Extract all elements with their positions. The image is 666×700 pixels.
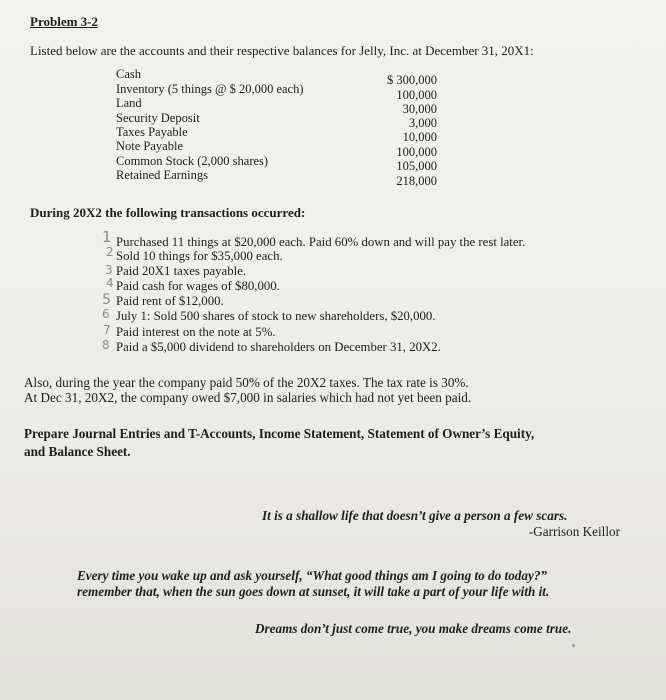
account-value-common-stock: 105,000 (396, 159, 437, 173)
account-name-cash: Cash (116, 67, 141, 81)
transaction-item: Paid cash for wages of $80,000. (116, 279, 280, 293)
quote-every-time-line-2: remember that, when the sun goes down at sunset, it will take a part of your life with it. (77, 584, 550, 599)
handwritten-number: 5 (102, 292, 111, 308)
handwritten-number: 8 (102, 338, 110, 352)
account-name-taxes-payable: Taxes Payable (116, 125, 188, 139)
account-value-inventory: 100,000 (396, 88, 437, 102)
quote-every-time-line-1: Every time you wake up and ask yourself, “What good things am I going to do today?” (77, 568, 548, 583)
account-name-note-payable: Note Payable (116, 139, 183, 153)
account-name-inventory: Inventory (5 things @ $ 20,000 each) (116, 82, 304, 96)
handwritten-number: 7 (103, 323, 111, 337)
transactions-heading: During 20X2 the following transactions occurred: (30, 205, 306, 220)
account-value-taxes-payable: 10,000 (402, 130, 437, 144)
also-text-line-1: Also, during the year the company paid 50% of the 20X2 taxes. The tax rate is 30%. (24, 375, 469, 390)
prepare-instructions-line-2: and Balance Sheet. (24, 444, 131, 459)
quote-author-keillor: -Garrison Keillor (528, 524, 620, 539)
intro-text: Listed below are the accounts and their respective balances for Jelly, Inc. at December 31, 20X1: (30, 43, 534, 58)
account-name-security-deposit: Security Deposit (116, 111, 200, 125)
handwritten-number: 3 (105, 263, 113, 277)
handwritten-number: 4 (106, 276, 114, 290)
transaction-item: Paid interest on the note at 5%. (116, 325, 276, 339)
prepare-instructions-line-1: Prepare Journal Entries and T-Accounts, Income Statement, Statement of Owner’s Equity, (24, 426, 535, 441)
transaction-item: Sold 10 things for $35,000 each. (116, 249, 283, 263)
transaction-item: Paid a $5,000 dividend to shareholders on December 31, 20X2. (116, 340, 441, 354)
handwritten-number: 2 (106, 245, 114, 259)
handwritten-number: 1 (102, 228, 112, 246)
quote-dreams: Dreams don’t just come true, you make dreams come true. (255, 621, 572, 636)
account-name-land: Land (116, 96, 142, 110)
account-value-note-payable: 100,000 (396, 145, 437, 159)
account-value-cash: $ 300,000 (387, 73, 437, 87)
transaction-item: July 1: Sold 500 shares of stock to new shareholders, $20,000. (116, 309, 436, 323)
problem-title: Problem 3-2 (30, 14, 98, 29)
account-value-retained-earnings: 218,000 (396, 174, 437, 188)
account-value-land: 30,000 (402, 102, 437, 116)
quote-shallow-life: It is a shallow life that doesn’t give a person a few scars. (262, 508, 568, 523)
transaction-item: Paid rent of $12,000. (116, 294, 224, 308)
also-text-line-2: At Dec 31, 20X2, the company owed $7,000 in salaries which had not yet been paid. (24, 390, 472, 405)
account-name-common-stock: Common Stock (2,000 shares) (116, 154, 269, 168)
handwritten-number: 6 (102, 307, 110, 321)
account-name-retained-earnings: Retained Earnings (116, 168, 208, 182)
transaction-item: Purchased 11 things at $20,000 each. Paid 60% down and will pay the rest later. (116, 235, 526, 249)
pen-mark (572, 644, 575, 647)
account-value-security-deposit: 3,000 (408, 116, 437, 130)
transaction-item: Paid 20X1 taxes payable. (116, 264, 247, 278)
